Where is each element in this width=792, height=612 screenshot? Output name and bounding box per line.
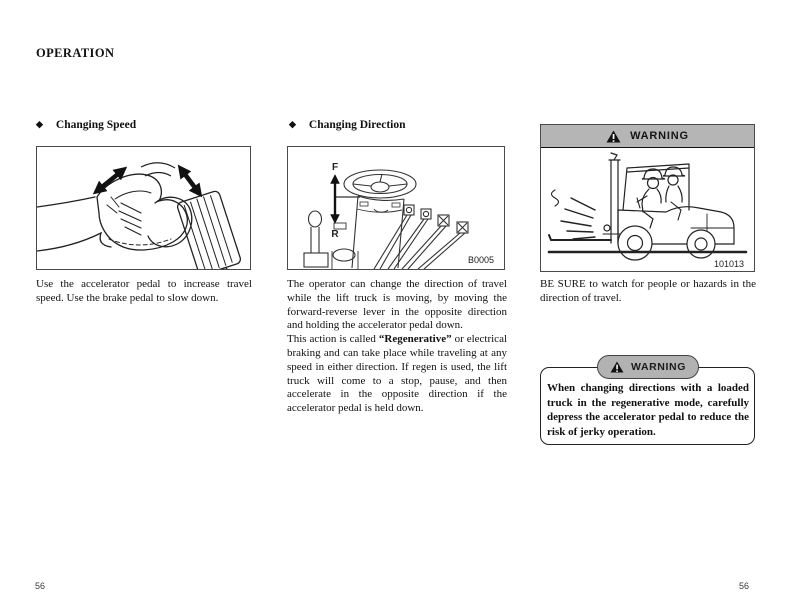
pedal-illustration xyxy=(37,147,250,269)
figure-code-label: 101013 xyxy=(713,259,744,269)
section-heading-label: Changing Direction xyxy=(308,119,406,131)
direction-para1: The operator can change the direction of travel while the lift truck is moving, by moving the forward-reverse lever in the opposite direction and holding the accelerator pedal down. xyxy=(287,278,507,332)
section-heading-changing-direction xyxy=(289,119,406,131)
forklift-illustration xyxy=(541,148,754,271)
changing-direction-body xyxy=(287,278,507,416)
warning-triangle-icon xyxy=(606,130,621,143)
warning-header-bar xyxy=(541,125,754,148)
regenerative-term: “Regenerative” xyxy=(378,333,452,346)
reverse-label: R xyxy=(331,229,339,240)
direction-para2-post: or electrical braking and can take place while traveling at any speed in either direction. If regen is used, the lift truck will come to a stop, pause, and then accelerate in the opposite direction if the accelerator pedal is held down. xyxy=(287,333,508,415)
figure-accelerator-pedal xyxy=(36,146,251,270)
diamond-bullet-icon: ◆ xyxy=(289,119,296,129)
figure-code-label: B0005 xyxy=(467,255,494,265)
figure-direction-lever xyxy=(287,146,505,270)
section-heading-label: Changing Speed xyxy=(55,119,137,131)
forward-label: F xyxy=(331,162,339,173)
section-heading-changing-speed xyxy=(36,119,136,131)
figure-travel-warning xyxy=(540,124,755,272)
page-number-left: 56 xyxy=(35,581,46,591)
steering-column-illustration xyxy=(288,147,504,269)
warning-label: WARNING xyxy=(630,130,689,142)
changing-speed-body: Use the accelerator pedal to increase travel speed. Use the brake pedal to slow down. xyxy=(36,278,252,304)
diamond-bullet-icon: ◆ xyxy=(36,119,43,129)
page-number-right: 56 xyxy=(738,581,749,591)
regen-warning-tab xyxy=(597,355,699,379)
regen-warning-body: When changing directions with a loaded truck in the regenerative mode, carefully depress the accelerator pedal to reduce the risk of jerky operation. xyxy=(547,382,749,438)
travel-warning-body: BE SURE to watch for people or hazards in the direction of travel. xyxy=(540,278,756,304)
warning-triangle-icon xyxy=(610,361,624,373)
page-title: OPERATION xyxy=(36,46,115,60)
direction-para2-pre: This action is called xyxy=(287,333,379,346)
warning-label: WARNING xyxy=(631,361,686,373)
